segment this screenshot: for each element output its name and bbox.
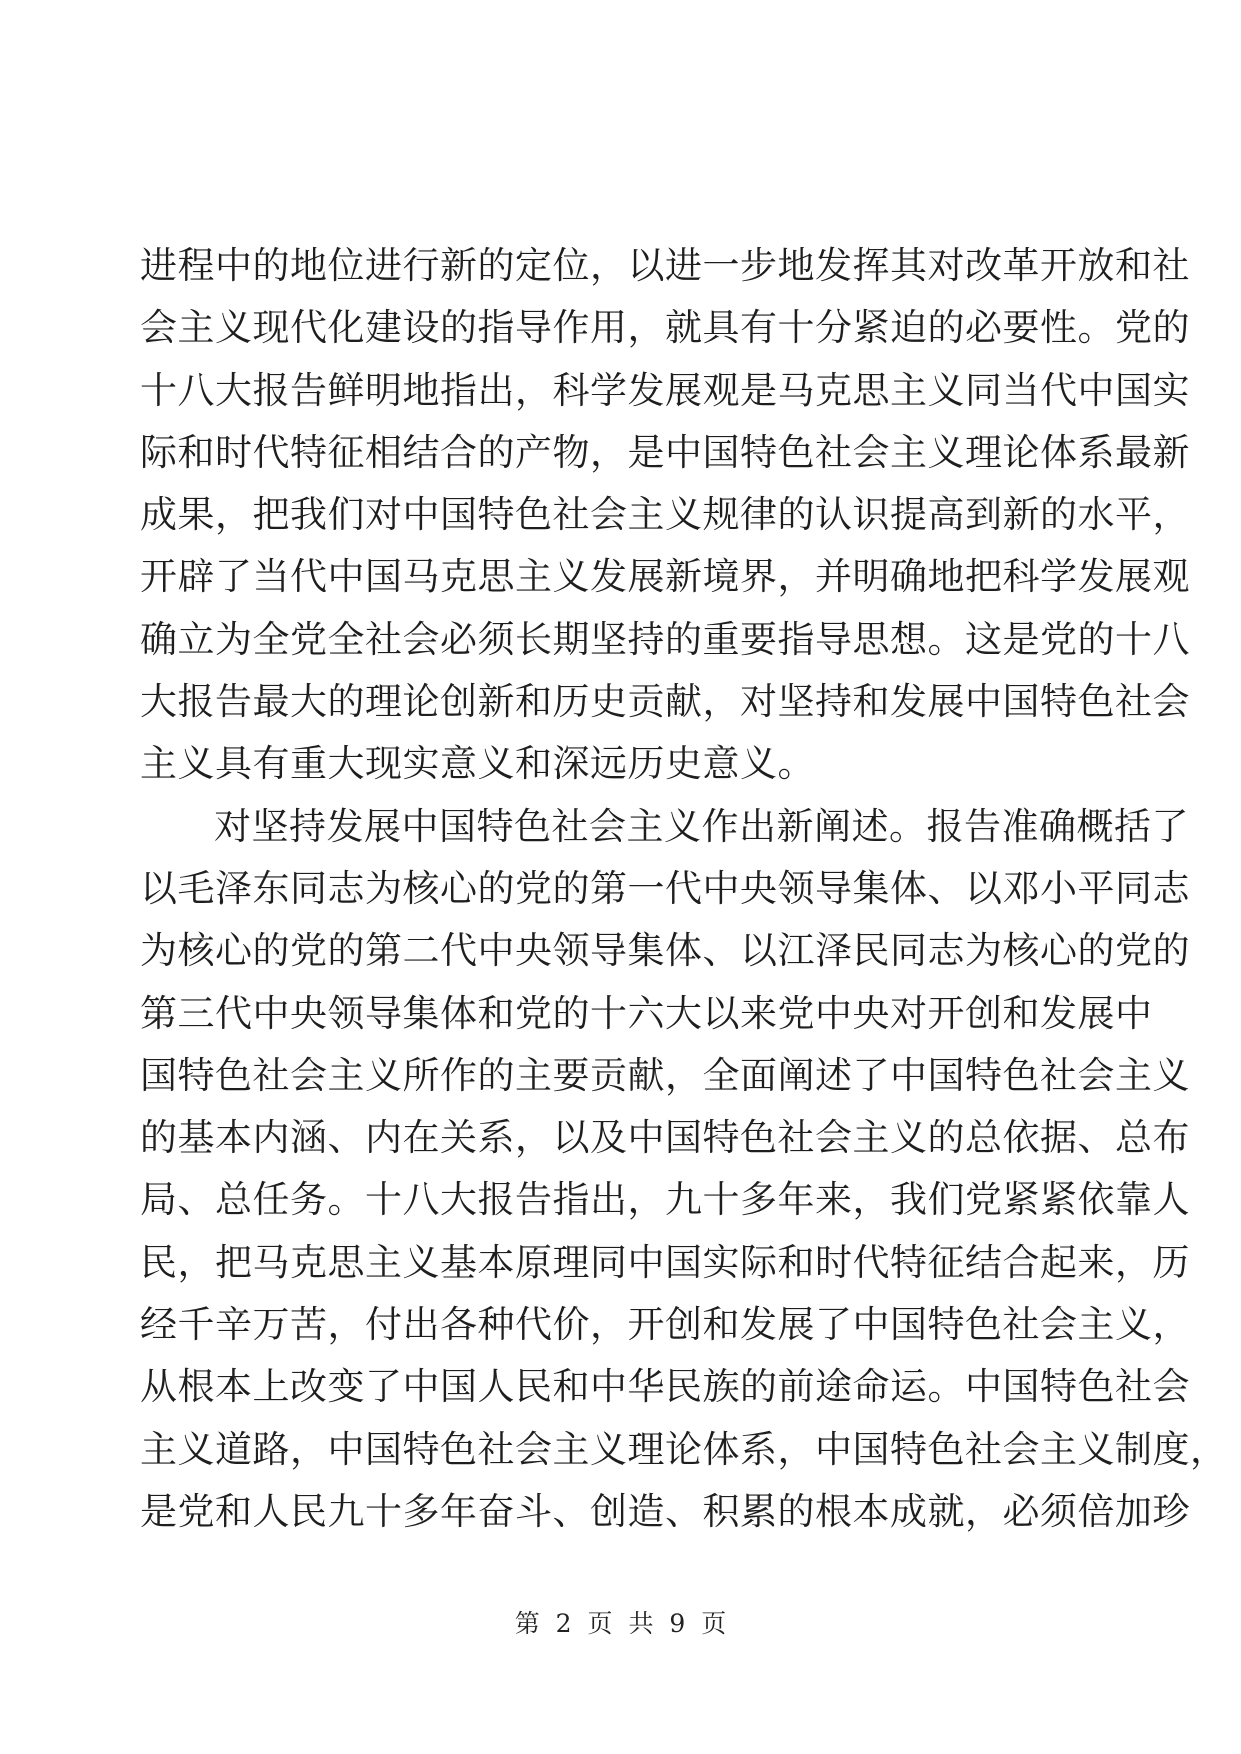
text-line: 大报告最大的理论创新和历史贡献，对坚持和发展中国特色社会 (140, 680, 1190, 724)
text-line: 主义道路，中国特色社会主义理论体系，中国特色社会主义制度， (140, 1427, 1228, 1471)
document-body (140, 235, 1228, 1543)
page-number-footer: 第 2 页 共 9 页 (514, 1609, 727, 1638)
paragraph-2 (140, 796, 1228, 1544)
text-line: 确立为全党全社会必须长期坚持的重要指导思想。这是党的十八 (140, 617, 1190, 661)
text-line: 民，把马克思主义基本原理同中国实际和时代特征结合起来，历 (140, 1240, 1190, 1284)
text-line: 对坚持发展中国特色社会主义作出新阐述。报告准确概括了 (214, 804, 1189, 848)
text-line: 是党和人民九十多年奋斗、创造、积累的根本成就，必须倍加珍 (140, 1489, 1190, 1533)
text-line: 会主义现代化建设的指导作用，就具有十分紧迫的必要性。党的 (140, 306, 1190, 350)
text-line: 为核心的党的第二代中央领导集体、以江泽民同志为核心的党的 (140, 929, 1190, 973)
text-line: 成果，把我们对中国特色社会主义规律的认识提高到新的水平， (140, 493, 1190, 537)
text-line: 际和时代特征相结合的产物，是中国特色社会主义理论体系最新 (140, 430, 1190, 474)
text-line: 从根本上改变了中国人民和中华民族的前途命运。中国特色社会 (140, 1365, 1190, 1409)
text-line: 开辟了当代中国马克思主义发展新境界，并明确地把科学发展观 (140, 555, 1190, 599)
text-line: 的基本内涵、内在关系，以及中国特色社会主义的总依据、总布 (140, 1116, 1190, 1160)
text-line: 主义具有重大现实意义和深远历史意义。 (140, 742, 815, 786)
text-line: 进程中的地位进行新的定位，以进一步地发挥其对改革开放和社 (140, 244, 1190, 287)
paragraph-1 (140, 235, 1190, 796)
text-line: 经千辛万苦，付出各种代价，开创和发展了中国特色社会主义， (140, 1303, 1190, 1347)
text-line: 以毛泽东同志为核心的党的第一代中央领导集体、以邓小平同志 (140, 866, 1190, 910)
text-line: 第三代中央领导集体和党的十六大以来党中央对开创和发展中 (140, 991, 1153, 1035)
text-line: 局、总任务。十八大报告指出，九十多年来，我们党紧紧依靠人 (140, 1178, 1190, 1222)
text-line: 十八大报告鲜明地指出，科学发展观是马克思主义同当代中国实 (140, 368, 1190, 412)
text-line: 国特色社会主义所作的主要贡献，全面阐述了中国特色社会主义 (140, 1053, 1190, 1097)
